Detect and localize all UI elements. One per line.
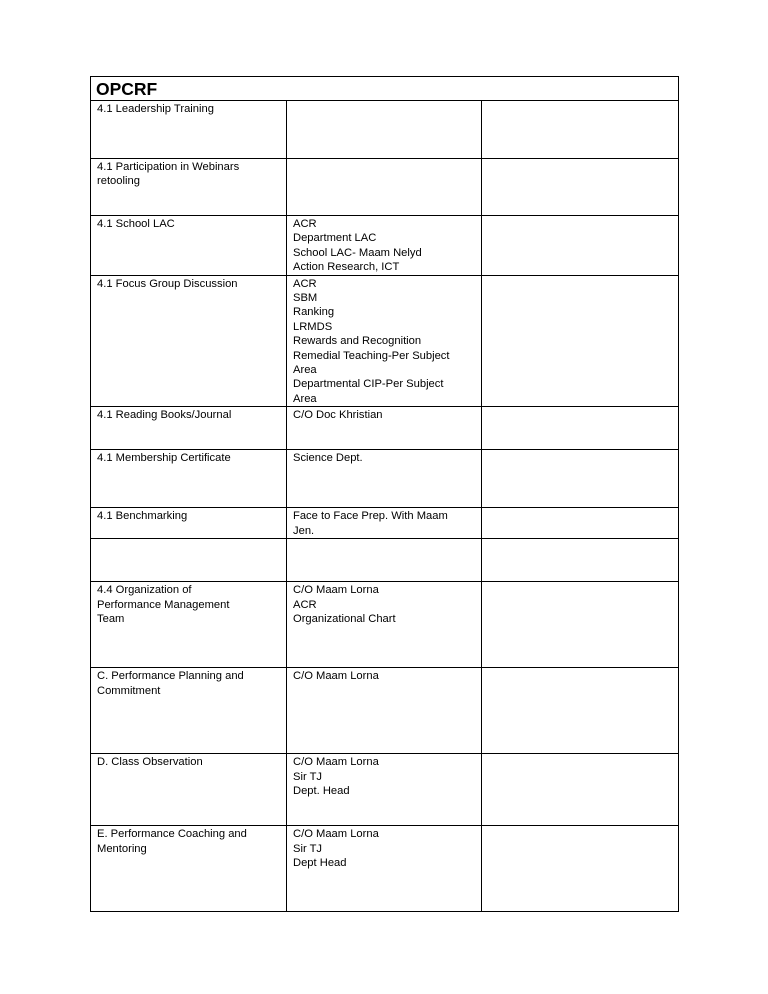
- row-remarks: [482, 450, 679, 508]
- table-row: [91, 668, 679, 754]
- row-remarks: [482, 668, 679, 754]
- row-details: C/O Maam Lorna: [287, 668, 482, 754]
- row-item: [91, 539, 287, 582]
- row-details: ACR SBM Ranking LRMDS Rewards and Recognition Remedial Teaching-Per Subject Area Departmental CIP-Per Subject Area: [287, 275, 482, 407]
- row-item: 4.1 Membership Certificate: [91, 450, 287, 508]
- row-item: 4.1 Participation in Webinars retooling: [91, 159, 287, 216]
- row-details: [287, 539, 482, 582]
- table-row: [91, 450, 679, 508]
- table-row: [91, 508, 679, 539]
- table-row: [91, 216, 679, 276]
- row-remarks: [482, 407, 679, 450]
- row-remarks: [482, 216, 679, 276]
- table-row: [91, 407, 679, 450]
- row-item: 4.1 School LAC: [91, 216, 287, 276]
- table-row: [91, 754, 679, 826]
- document-title: OPCRF: [91, 77, 679, 101]
- opcrf-table: [90, 76, 679, 912]
- row-remarks: [482, 539, 679, 582]
- table-row: [91, 539, 679, 582]
- row-details: [287, 159, 482, 216]
- row-item: 4.1 Leadership Training: [91, 101, 287, 159]
- row-item: C. Performance Planning and Commitment: [91, 668, 287, 754]
- row-remarks: [482, 826, 679, 912]
- row-details: C/O Maam Lorna Sir TJ Dept Head: [287, 826, 482, 912]
- table-row: [91, 582, 679, 668]
- row-remarks: [482, 754, 679, 826]
- row-remarks: [482, 582, 679, 668]
- row-item: D. Class Observation: [91, 754, 287, 826]
- table-row: [91, 826, 679, 912]
- row-item: 4.1 Focus Group Discussion: [91, 275, 287, 407]
- row-details: C/O Doc Khristian: [287, 407, 482, 450]
- row-item: 4.1 Reading Books/Journal: [91, 407, 287, 450]
- row-item: 4.1 Benchmarking: [91, 508, 287, 539]
- row-remarks: [482, 508, 679, 539]
- row-remarks: [482, 101, 679, 159]
- table-row: [91, 275, 679, 407]
- row-details: ACR Department LAC School LAC- Maam Nelyd Action Research, ICT: [287, 216, 482, 276]
- row-remarks: [482, 159, 679, 216]
- row-item: 4.4 Organization of Performance Management Team: [91, 582, 287, 668]
- row-details: C/O Maam Lorna Sir TJ Dept. Head: [287, 754, 482, 826]
- row-item: E. Performance Coaching and Mentoring: [91, 826, 287, 912]
- table-row: [91, 101, 679, 159]
- row-details: Science Dept.: [287, 450, 482, 508]
- row-details: [287, 101, 482, 159]
- title-row: [91, 77, 679, 101]
- table-row: [91, 159, 679, 216]
- row-details: C/O Maam Lorna ACR Organizational Chart: [287, 582, 482, 668]
- row-details: Face to Face Prep. With Maam Jen.: [287, 508, 482, 539]
- row-remarks: [482, 275, 679, 407]
